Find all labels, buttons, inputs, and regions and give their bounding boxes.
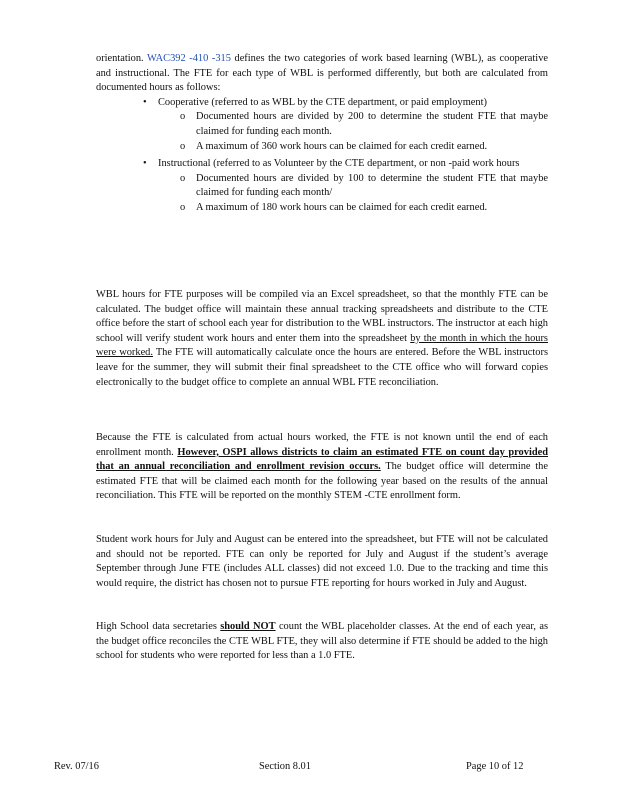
- category-instructional: Instructional (referred to as Volunteer by the CTE department, or non ‐paid work hours: [158, 158, 520, 170]
- intro-prefix: orientation.: [96, 53, 144, 64]
- cooperative-rule-max: A maximum of 360 work hours can be claimed for each credit earned.: [196, 140, 488, 152]
- footer-page-number: Page 10 of 12: [466, 761, 524, 772]
- instructional-rule-max: A maximum of 180 work hours can be claimed for each credit earned.: [196, 201, 488, 213]
- paragraph-spreadsheet: [96, 288, 548, 390]
- text-span: The FTE will automatically calculate once the hours are entered. Before the WBL instructors leave for the summer, they will submit their final spreadsheet to the CTE office who will forward copies electronically to the budget office to complete an annual WBL FTE reconciliation.: [96, 347, 548, 388]
- list-item: [96, 201, 548, 216]
- text-span: Because the FTE is calculated from actual hours worked, the FTE is not known until the end of each enrollment month.: [96, 432, 548, 458]
- paragraph-estimated-fte: [96, 431, 548, 504]
- sub-list: [96, 110, 548, 154]
- text-span: The budget office will determine the estimated FTE that will be claimed each month for the following year based on the results of the annual reconciliation. This FTE will be reported on the monthly STEM ‐CTE enrollment form.: [96, 461, 548, 502]
- footer-revision: Rev. 07/16: [54, 761, 99, 772]
- text-span: WBL hours for FTE purposes will be compiled via an Excel spreadsheet, so that the monthly FTE can be calculated. The budget office will maintain these annual tracking spreadsheets and distribute to the CTE office before the start of school each year for distribution to the WBL instructors. The instructor at each high school will verify student work hours and enter them into the spreadsheet: [96, 289, 548, 344]
- list-item: [96, 172, 548, 201]
- sub-list: [96, 172, 548, 216]
- list-item: [96, 157, 548, 215]
- category-list: [96, 96, 548, 216]
- paragraph-data-secretaries: [96, 620, 548, 664]
- wbl-categories-section: [96, 52, 548, 216]
- cooperative-rule-divide: Documented hours are divided by 200 to determine the student FTE that maybe claimed for funding each month.: [196, 111, 548, 137]
- paragraph-summer-hours: [96, 533, 548, 591]
- footer-section: Section 8.01: [259, 761, 311, 772]
- list-item: [96, 140, 548, 155]
- bold-underlined-text: should NOT: [220, 621, 276, 632]
- list-item: [96, 96, 548, 154]
- wac-reference-link[interactable]: WAC392 ‐410 ‐315: [147, 53, 231, 64]
- text-span: Student work hours for July and August can be entered into the spreadsheet, but FTE will not be calculated and should not be reported. FTE can only be reported for July and August if the student’s average September through June FTE (includes ALL classes) did not exceed 1.0. Due to the tracking and time this would require, the district has chosen not to pursue FTE reporting for hours worked in July and August.: [96, 534, 548, 589]
- intro-text: defines the two categories of work based learning (WBL), as cooperative and instructional. The FTE for each type of WBL is performed differently, but both are calculated from documented hours as follows:: [96, 53, 548, 94]
- bold-underlined-text: However, OSPI allows districts to claim an estimated FTE on count day provided that an annual reconciliation and enrollment revision occurs.: [96, 446, 548, 473]
- instructional-rule-divide: Documented hours are divided by 100 to determine the student FTE that maybe claimed for funding each month/: [196, 172, 548, 199]
- text-span: High School data secretaries: [96, 621, 217, 632]
- category-cooperative: Cooperative (referred to as WBL by the CTE department, or paid employment): [158, 96, 487, 108]
- text-span: count the WBL placeholder classes. At the end of each year, as the budget office reconciles the CTE WBL FTE, they will also determine if FTE should be added to the high school for students who were reported for less than a 1.0 FTE.: [96, 621, 548, 662]
- list-item: [96, 110, 548, 139]
- underlined-text: by the month in which the hours were worked.: [96, 332, 548, 359]
- intro-paragraph: [96, 52, 548, 96]
